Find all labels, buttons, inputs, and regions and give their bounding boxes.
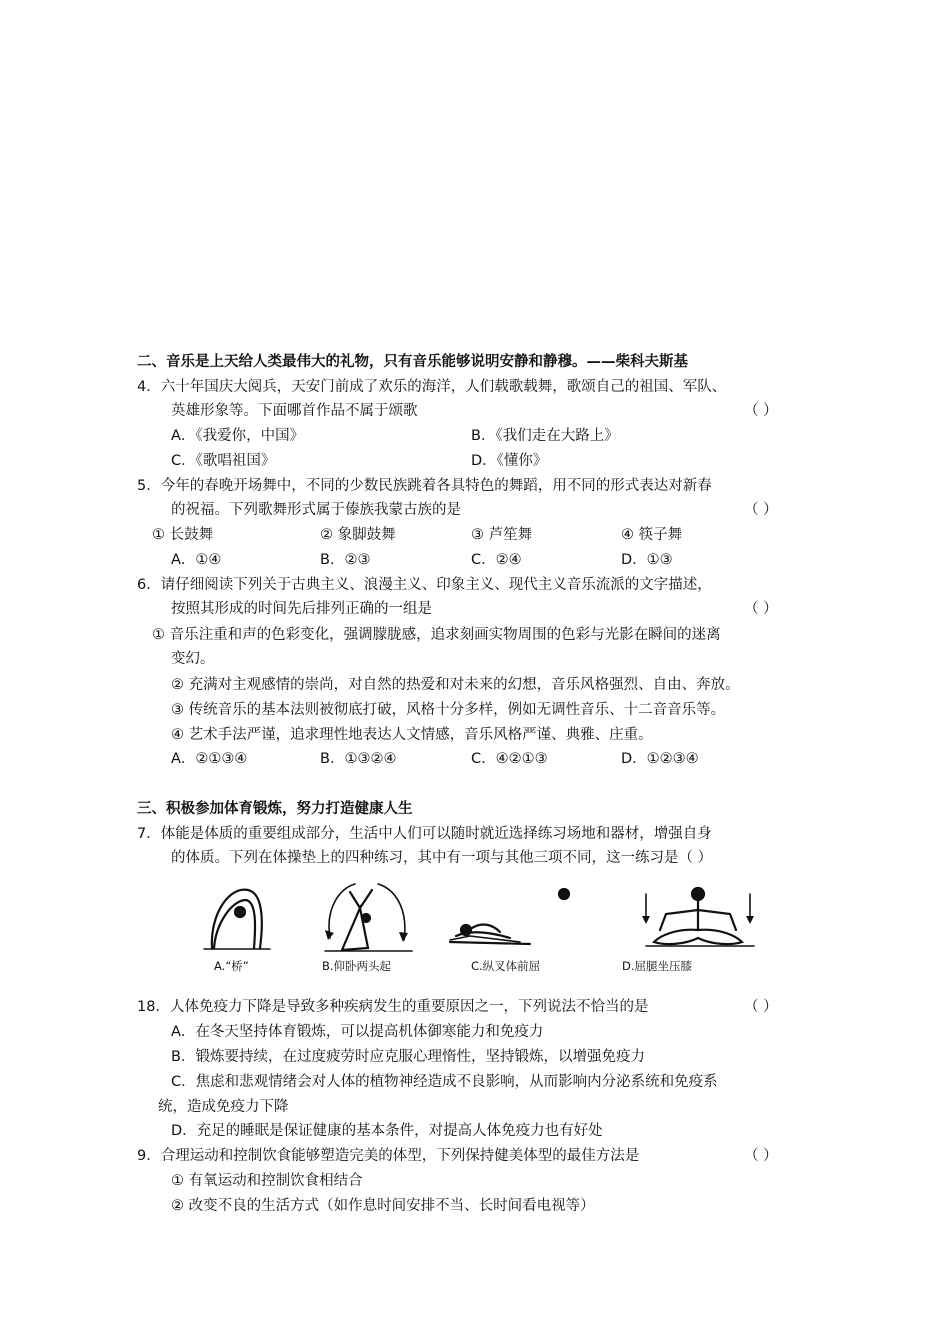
q7-line1: 7．体能是体质的重要组成部分，生活中人们可以随时就近选择练习场地和器材，增强自身 xyxy=(137,826,712,842)
q18-option-c-line2: 统，造成免疫力下降 xyxy=(158,1099,289,1115)
q6-statement-4: ④ 艺术手法严谨，追求理性地表达人文情感，音乐风格严谨、典雅、庄重。 xyxy=(171,727,653,743)
q5-line2: 的祝福。下列歌舞形式属于傣族我蒙古族的是 xyxy=(171,502,461,518)
butterfly-press-figure xyxy=(559,889,569,899)
q6-statement-2: ② 充满对主观感情的崇尚，对自然的热爱和对未来的幻想，音乐风格强烈、自由、奔放。 xyxy=(171,677,740,693)
q5-line1: 5．今年的春晚开场舞中，不同的少数民族跳着各具特色的舞蹈，用不同的形式表达对新春 xyxy=(137,478,712,494)
q6-statement-1a: ① 音乐注重和声的色彩变化，强调朦胧感，追求刻画实物周围的色彩与光影在瞬间的迷离 xyxy=(152,627,721,643)
q6-answer-paren: （ ） xyxy=(744,601,778,617)
q5-item-3: ③ 芦笙舞 xyxy=(471,527,533,543)
q5-item-2: ② 象脚鼓舞 xyxy=(320,527,396,543)
q4-answer-paren: （ ） xyxy=(744,403,778,419)
split-forward-bend-figure xyxy=(450,925,530,944)
figure-caption-b: B.仰卧两头起 xyxy=(322,959,392,973)
q6-option-b: B．①③②④ xyxy=(320,751,397,767)
v-up-figure xyxy=(325,884,412,951)
q5-answer-paren: （ ） xyxy=(744,502,778,518)
q6-option-d: D．①②③④ xyxy=(621,751,699,767)
q18-option-c-line1: C．焦虑和悲观情绪会对人体的植物神经造成不良影响，从而影响内分泌系统和免疫系 xyxy=(171,1074,718,1090)
q18-option-b: B．锻炼要持续，在过度疲劳时应克服心理惰性，坚持锻炼，以增强免疫力 xyxy=(171,1049,645,1065)
q6-line2: 按照其形成的时间先后排列正确的一组是 xyxy=(171,601,432,617)
figure-caption-c: C.纵叉体前屈 xyxy=(471,959,541,973)
q9-line1: 9．合理运动和控制饮食能够塑造完美的体型，下列保持健美体型的最佳方法是 xyxy=(137,1148,640,1164)
q9-answer-paren: （ ） xyxy=(744,1148,778,1164)
q9-item-2: ② 改变不良的生活方式（如作息时间安排不当、长时间看电视等） xyxy=(171,1198,595,1214)
figure-caption-d: D.屈腿坐压膝 xyxy=(622,959,693,973)
butterfly-press-figure-d xyxy=(636,884,776,956)
q4-line2: 英雄形象等。下面哪首作品不属于颂歌 xyxy=(171,403,418,419)
q5-item-4: ④ 筷子舞 xyxy=(621,527,683,543)
q4-option-a: A．《我爱你，中国》 xyxy=(171,428,305,444)
q5-option-d: D．①③ xyxy=(621,552,673,568)
q9-item-1: ① 有氧运动和控制饮食相结合 xyxy=(171,1173,363,1189)
q5-option-c: C．②④ xyxy=(471,552,522,568)
q5-option-a: A．①④ xyxy=(171,552,222,568)
exercise-figure xyxy=(200,878,620,983)
q18-line1: 18．人体免疫力下降是导致多种疾病发生的重要原因之一，下列说法不恰当的是 xyxy=(137,999,649,1015)
q18-answer-paren: （ ） xyxy=(744,999,778,1015)
q4-option-c: C．《歌唱祖国》 xyxy=(171,453,276,469)
q18-option-a: A．在冬天坚持体育锻炼，可以提高机体御寒能力和免疫力 xyxy=(171,1024,544,1040)
q4-line1: 4．六十年国庆大阅兵，天安门前成了欢乐的海洋，人们载歌载舞，歌颂自己的祖国、军队、 xyxy=(137,379,727,395)
q7-line2: 的体质。下列在体操垫上的四种练习，其中有一项与其他三项不同，这一练习是（ ） xyxy=(171,850,713,866)
q5-item-1: ① 长鼓舞 xyxy=(152,527,214,543)
bridge-pose-figure xyxy=(204,890,270,949)
section2-heading: 二、音乐是上天给人类最伟大的礼物，只有音乐能够说明安静和静穆。——柴科夫斯基 xyxy=(137,354,688,370)
q6-statement-1b: 变幻。 xyxy=(171,651,215,667)
q6-line1: 6．请仔细阅读下列关于古典主义、浪漫主义、印象主义、现代主义音乐流派的文字描述， xyxy=(137,577,712,593)
section3-heading: 三、积极参加体育锻炼，努力打造健康人生 xyxy=(137,801,413,817)
figure-caption-a: A.“桥” xyxy=(214,959,249,973)
q6-statement-3: ③ 传统音乐的基本法则被彻底打破，风格十分多样，例如无调性音乐、十二音音乐等。 xyxy=(171,702,726,718)
q18-option-d: D．充足的睡眠是保证健康的基本条件，对提高人体免疫力也有好处 xyxy=(171,1123,603,1139)
q5-option-b: B．②③ xyxy=(320,552,371,568)
q4-option-d: D．《懂你》 xyxy=(471,453,548,469)
q4-option-b: B．《我们走在大路上》 xyxy=(471,428,619,444)
q6-option-a: A．②①③④ xyxy=(171,751,248,767)
exercise-illustrations xyxy=(200,878,620,983)
q6-option-c: C．④②①③ xyxy=(471,751,548,767)
